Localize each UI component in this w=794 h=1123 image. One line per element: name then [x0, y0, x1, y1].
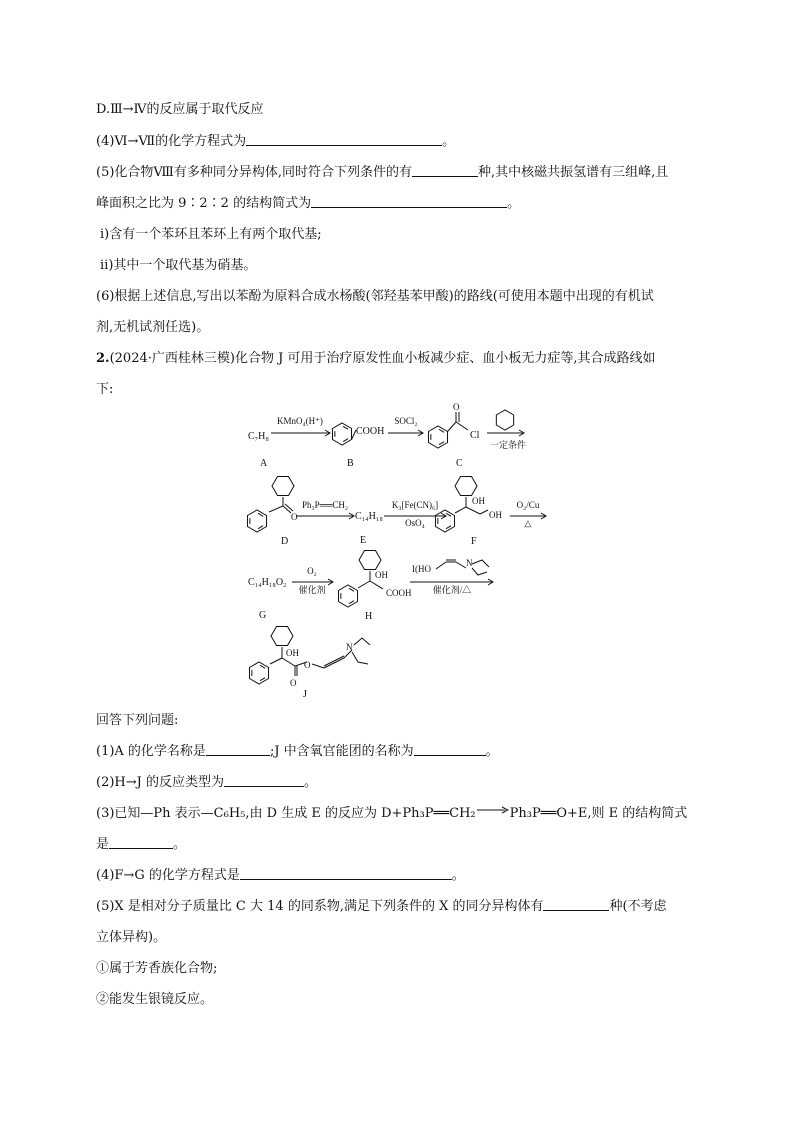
- reaction-arrow: [476, 803, 510, 818]
- bond-line: [270, 658, 282, 664]
- compound-g-label: G: [259, 610, 267, 621]
- double-bond-line: [349, 588, 354, 591]
- bond-line: [466, 507, 480, 514]
- compound-d-label: D: [281, 536, 289, 547]
- condition-i-line: ⅰ)含有一个苯环且苯环上有两个取代基;: [100, 227, 322, 242]
- reagent-catalyst-heat: 催化剂/△: [432, 585, 472, 595]
- bond-line: [448, 422, 456, 432]
- triple-bond-line: [324, 658, 344, 668]
- double-bond-line: [439, 429, 444, 432]
- arrow-head: [441, 513, 446, 519]
- bond-line: [455, 507, 466, 513]
- benzene-ring-j: [249, 662, 268, 684]
- bond-line: [282, 658, 295, 666]
- bond-line: [456, 422, 468, 430]
- compound-b-label: B: [347, 458, 354, 469]
- reagent-catalyst: 催化剂: [298, 585, 326, 595]
- condition-1-line: ①属于芳香族化合物;: [96, 961, 218, 976]
- condition-ii-line: ⅱ)其中一个取代基为硝基。: [100, 258, 257, 273]
- diethylamino-bonds: [352, 638, 370, 664]
- compound-h-oh: OH: [375, 570, 388, 580]
- reagent-kmno4: KMnO₄(H⁺): [277, 416, 323, 426]
- reagent-alkynol: I(HO: [412, 564, 431, 574]
- reagent-oso4: OsO₄: [405, 518, 425, 528]
- question-5b-line-2: 立体异构)。: [96, 930, 167, 945]
- double-bond-line: [349, 601, 354, 604]
- compound-h-cooh: COOH: [386, 588, 412, 598]
- compound-d-oxygen: O: [291, 512, 298, 522]
- reagent-heat: △: [524, 518, 532, 528]
- compound-c-oxygen: O: [453, 402, 460, 412]
- cyclohexane-ring-j: [271, 626, 293, 645]
- compound-j-oh: OH: [286, 648, 299, 658]
- reagent-o2: O₂: [307, 566, 317, 576]
- question-5-line-2: 峰面积之比为 9∶2∶2 的结构简式为 。: [96, 196, 521, 211]
- double-bond-line: [285, 504, 293, 511]
- question-4b-line: (4)F→G 的化学方程式是 。: [96, 868, 465, 883]
- compound-b-cooh: COOH: [356, 426, 385, 437]
- arrow-head: [488, 579, 493, 585]
- benzene-ring-c: [428, 426, 447, 448]
- question-1-line: (1)A 的化学名称是 ;J 中含氧官能团的名称为 。: [96, 744, 499, 759]
- question-3-line-2: 是 。: [96, 837, 187, 852]
- question-3-line: (3)已知—Ph 表示—C₆H₅,由 D 生成 E 的反应为 D+Ph₃P══CH₂ Ph₃P══O+E,则 E 的结构简式: [96, 806, 687, 821]
- compound-j-n: N: [346, 642, 353, 652]
- triple-bond-line: [324, 656, 344, 666]
- diethylamino-bonds: [472, 560, 489, 575]
- bond-line: [370, 581, 383, 589]
- question-5b-line: (5)X 是相对分子质量比 C 大 14 的同系物,满足下列条件的 X 的同分异构体有 种(不考虑: [96, 899, 667, 914]
- cyclohexane-ring-d: [272, 476, 294, 495]
- reagent-socl2: SOCl₂: [394, 416, 418, 426]
- compound-f-oh-2: OH: [489, 510, 502, 520]
- answer-prompt-line: 回答下列问题:: [96, 713, 179, 728]
- compound-c-cl: Cl: [470, 430, 480, 441]
- benzene-ring-h: [338, 585, 357, 607]
- question-5-line: (5)化合物Ⅷ有多种同分异构体,同时符合下列条件的有 种,其中核磁共振氢谱有三组峰,且: [96, 165, 669, 180]
- bond-line: [456, 562, 466, 568]
- bond-line: [295, 662, 307, 666]
- benzene-ring-d: [247, 510, 266, 532]
- compound-j-label: J: [303, 689, 307, 700]
- double-bond-line: [260, 665, 265, 668]
- double-bond-line: [258, 513, 263, 516]
- double-bond-line: [446, 526, 451, 529]
- arrow-head: [541, 513, 546, 519]
- reagent-condition: 一定条件: [489, 440, 527, 450]
- compound-e-label: E: [360, 535, 367, 546]
- compound-reagent-n: N: [466, 558, 473, 568]
- benzene-ring-b: [332, 423, 351, 445]
- double-bond-line: [343, 439, 348, 442]
- compound-a-label: A: [260, 458, 268, 469]
- arrow-head: [418, 430, 423, 436]
- cyclohexane-ring-f: [455, 476, 477, 495]
- compound-j-carbonyl-o: O: [290, 678, 297, 688]
- compound-c-label: C: [456, 458, 463, 469]
- answer-blank[interactable]: [246, 134, 442, 146]
- compound-f-label: F: [471, 536, 477, 547]
- answer-blank[interactable]: [414, 744, 486, 756]
- answer-blank[interactable]: [224, 775, 304, 787]
- answer-blank[interactable]: [412, 165, 478, 177]
- bond-line: [480, 510, 488, 514]
- bond-line: [344, 650, 352, 658]
- compound-e-formula: C₁₄H₁₈: [355, 511, 383, 522]
- problem-2-line-2: 下:: [96, 382, 114, 397]
- arrow-head: [328, 579, 333, 585]
- double-bond-line: [343, 426, 348, 429]
- answer-blank[interactable]: [311, 196, 507, 208]
- arrow-head: [349, 513, 354, 519]
- double-bond-line: [260, 678, 265, 681]
- condition-2-line: ②能发生银镜反应。: [96, 992, 214, 1007]
- compound-g-formula: C₁₄H₁₈O₂: [248, 577, 287, 588]
- double-bond-line: [283, 506, 291, 513]
- benzene-ring-f: [435, 510, 454, 532]
- arrow-head: [325, 430, 330, 436]
- reagent-ferricyanide: K₃[Fe(CN)₆]: [391, 500, 439, 510]
- bond-line: [312, 664, 324, 668]
- question-4-line: (4)Ⅵ→Ⅶ的化学方程式为 。: [96, 134, 456, 149]
- bond-line: [352, 430, 356, 440]
- compound-h-label: H: [365, 611, 373, 622]
- reagent-wittig: Ph₃P══CH₂: [301, 500, 349, 510]
- bond-line: [269, 506, 283, 512]
- double-bond-line: [258, 526, 263, 529]
- bond-line: [436, 562, 446, 569]
- cyclohexane-ring-h: [359, 550, 381, 569]
- answer-blank[interactable]: [109, 837, 173, 849]
- compound-j-ester-o: O: [304, 660, 311, 670]
- double-bond-line: [446, 513, 451, 516]
- reagent-o2-cu: O₂/Cu: [516, 500, 540, 510]
- problem-2-line: 2.(2024·广西桂林三模)化合物 J 可用于治疗原发性血小板减少症、血小板无力症等,其合成路线如: [96, 351, 656, 366]
- cyclohexane-reagent: [496, 410, 513, 430]
- question-6-line-2: 剂,无机试剂任选)。: [96, 320, 210, 335]
- option-d-line: D.Ⅲ→Ⅳ的反应属于取代反应: [96, 102, 264, 117]
- answer-blank[interactable]: [543, 899, 609, 911]
- compound-a-formula: C₇H₈: [248, 431, 269, 442]
- double-bond-line: [439, 442, 444, 445]
- compound-f-oh: OH: [472, 496, 485, 506]
- arrow-head: [519, 430, 524, 436]
- answer-blank[interactable]: [206, 744, 270, 756]
- answer-blank[interactable]: [240, 868, 452, 880]
- bond-line: [358, 581, 370, 588]
- question-2-line: (2)H→J 的反应类型为 。: [96, 775, 318, 790]
- question-6-line: (6)根据上述信息,写出以苯酚为原料合成水杨酸(邻羟基苯甲酸)的路线(可使用本题中出现的有机试: [96, 289, 654, 304]
